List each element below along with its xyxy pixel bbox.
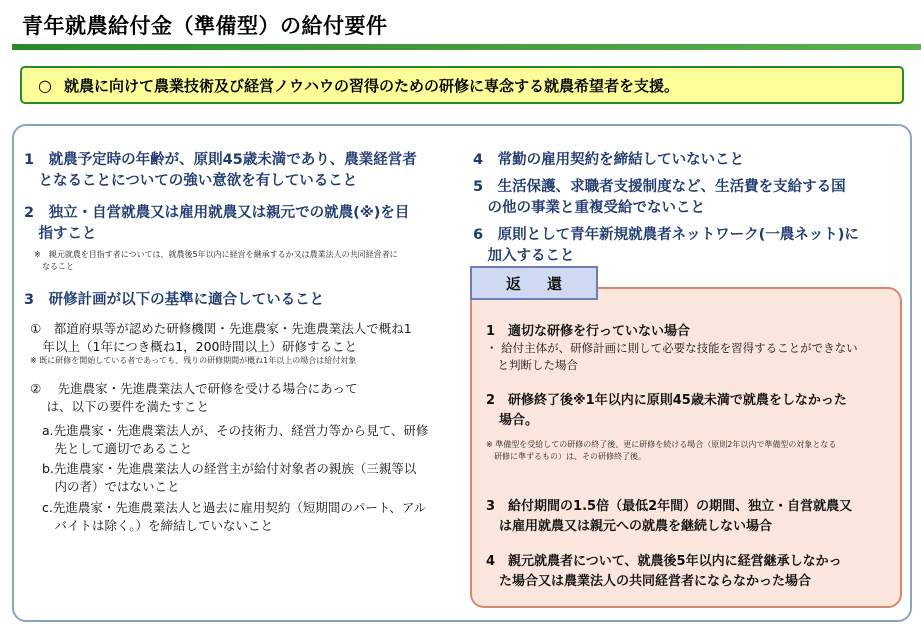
refund-item-3-line-2: は雇用就農又は親元への就農を継続しない場合 <box>486 519 773 534</box>
refund-item-3 <box>486 497 852 537</box>
requirement-2 <box>24 203 409 245</box>
requirement-2-line-2: 指すこと <box>24 226 97 242</box>
refund-item-2 <box>486 391 847 431</box>
requirement-3-1-line-1: ① 都道府県等が認めた研修機関・先進農家・先進農業法人で概ね1 <box>30 321 412 336</box>
requirement-3-2-c <box>42 499 426 535</box>
requirement-3-2-a-line-1: a.先進農家・先進農業法人が、その技術力、経営力等から見て、研修 <box>42 423 429 438</box>
requirement-5-line-1: 5 生活保護、求職者支援制度など、生活費を支給する国 <box>473 179 846 195</box>
requirement-3-2-a <box>42 422 428 458</box>
requirement-3-2-b-line-2: 内の者）ではないこと <box>42 479 180 494</box>
requirement-3-2 <box>30 380 358 416</box>
requirement-1-line-2: となることについての強い意欲を有していること <box>24 173 358 189</box>
requirement-2-note-line-1: ※ 親元就農を目指す者については、就農後5年以内に経営を継承するか又は農業法人の共同経営者に <box>34 250 398 259</box>
refund-item-2-line-1: 2 研修終了後※1年以内に原則45歳未満で就農をしなかった <box>486 393 847 408</box>
requirement-3-2-line-2: は、以下の要件を満たすこと <box>30 399 209 414</box>
requirement-3-2-c-line-1: c.先進農家・先進農業法人と過去に雇用契約（短期間のパート、アル <box>42 500 427 515</box>
requirement-6 <box>473 225 859 267</box>
refund-item-2-line-2: 場合。 <box>486 413 539 428</box>
summary-banner <box>20 66 904 104</box>
refund-item-2-note-line-1: ※ 準備型を受給しての研修の終了後、更に研修を続ける場合（原則2年以内で準備型の対象となる <box>486 440 837 449</box>
refund-item-4-line-2: た場合又は農業法人の共同経営者にならなかった場合 <box>486 574 812 589</box>
requirement-3-2-a-line-2: 先として適切であること <box>42 441 193 456</box>
requirement-5-line-2: の他の事業と重複受給でないこと <box>473 200 705 216</box>
requirement-1-line-1: 1 就農予定時の年齢が、原則45歳未満であり、農業経営者 <box>24 152 417 168</box>
title-divider <box>12 44 921 50</box>
requirement-3-1-line-2: 年以上（1年につき概ね1，200時間以上）研修すること <box>30 339 358 354</box>
requirement-5 <box>473 177 846 219</box>
requirement-3-2-c-line-2: バイトは除く。）を締結していないこと <box>42 518 274 533</box>
refund-item-1-detail-line-2: と判断した場合 <box>486 358 578 372</box>
requirement-3: 3 研修計画が以下の基準に適合していること <box>24 292 325 308</box>
page-title: 青年就農給付金（準備型）の給付要件 <box>22 14 388 38</box>
requirement-2-note-line-2: なること <box>34 262 74 271</box>
refund-item-4 <box>486 552 842 592</box>
refund-item-1: 1 適切な研修を行っていない場合 <box>486 324 691 339</box>
refund-item-2-note <box>486 439 836 463</box>
requirement-3-1 <box>30 320 412 356</box>
refund-item-3-line-1: 3 給付期間の1.5倍（最低2年間）の期間、独立・自営就農又 <box>486 499 853 514</box>
requirement-6-line-1: 6 原則として青年新規就農者ネットワーク(一農ネット)に <box>473 227 859 243</box>
requirement-3-1-note: ※ 既に研修を開始している者であっても、残りの研修期間が概ね1年以上の場合は給付対象 <box>30 356 357 365</box>
requirement-2-line-1: 2 独立・自営就農又は雇用就農又は親元での就農(※)を目 <box>24 205 410 221</box>
requirement-2-note <box>34 249 398 273</box>
refund-item-2-note-line-2: 研修に準ずるもの）は、その研修終了後。 <box>486 452 646 461</box>
requirement-3-2-b-line-1: b.先進農家・先進農業法人の経営主が給付対象者の親族（三親等以 <box>42 461 417 476</box>
refund-tab-label: 返還 <box>470 266 598 300</box>
refund-item-4-line-1: 4 親元就農者について、就農後5年以内に経営継承しなかっ <box>486 554 842 569</box>
requirement-4: 4 常勤の雇用契約を締結していないこと <box>473 152 745 168</box>
refund-item-1-detail <box>486 340 858 374</box>
summary-text: 就農に向けて農業技術及び経営ノウハウの習得のための研修に専念する就農希望者を支援。 <box>63 76 679 95</box>
requirement-3-2-b <box>42 460 416 496</box>
requirement-6-line-2: 加入すること <box>473 248 575 264</box>
circle-bullet-icon: ○ <box>38 75 52 95</box>
requirement-3-2-line-1: ② 先進農家・先進農業法人で研修を受ける場合にあって <box>30 381 358 396</box>
requirement-1 <box>24 150 417 192</box>
refund-item-1-detail-line-1: ・ 給付主体が、研修計画に則して必要な技能を習得することができない <box>486 341 858 355</box>
